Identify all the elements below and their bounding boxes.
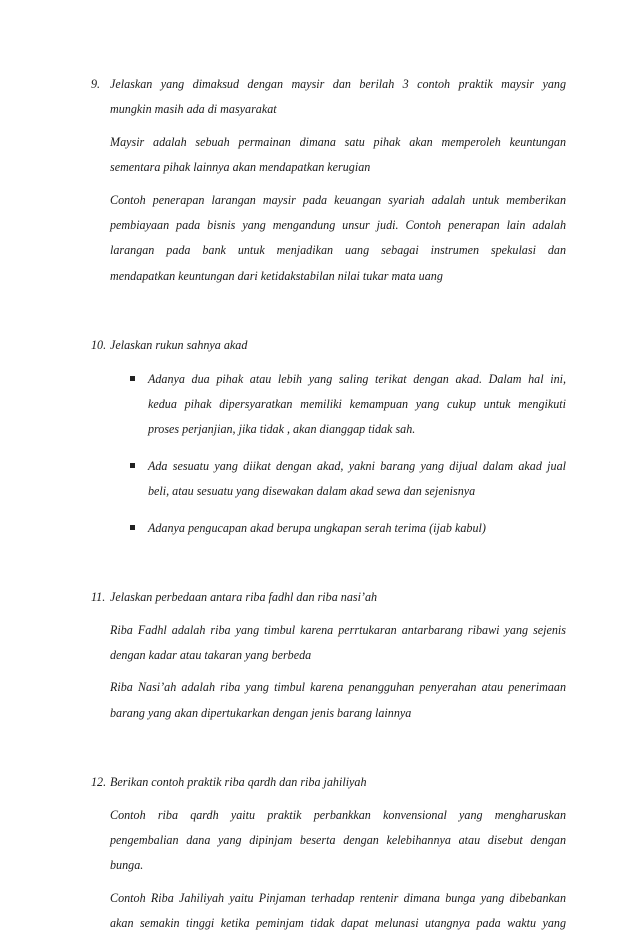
question-line: Jelaskan rukun sahnya akad [110,338,248,353]
square-bullet-icon [130,525,135,530]
answer-paragraph [110,803,566,879]
list-item-line: Ada sesuatu yang diikat dengan akad, yakni barang yang dijual dalam akad jual [148,458,566,473]
answer-line: pembiayaan pada bisnis yang mengandung unsur judi. Contoh penerapan lain adalah [110,218,566,233]
answer-line: Riba Fadhl adalah riba yang timbul karena perrtukaran antarbarang ribawi yang sejenis [110,622,566,637]
answer-line: bunga. [110,858,144,873]
answer-paragraph [110,130,566,181]
answer-line: Contoh Riba Jahiliyah yaitu Pinjaman terhadap rentenir dimana bunga yang dibebankan [110,890,566,905]
bullet-list [128,367,566,541]
list-item-line: Adanya pengucapan akad berupa ungkapan serah terima (ijab kabul) [148,520,486,535]
answer-line: akan semakin tinggi ketika peminjam tidak dapat melunasi utangnya pada waktu yang [110,916,566,931]
question-line: Berikan contoh praktik riba qardh dan riba jahiliyah [110,775,367,790]
question-9 [91,72,566,289]
question-number: 9. [91,77,101,91]
section-gap [91,726,566,770]
question-number: 11. [91,590,106,605]
answer-line: barang yang akan dipertukarkan dengan jenis barang lainnya [110,705,412,720]
list-item-line: kedua pihak dipersyaratkan memiliki kemampuan yang cukup untuk mengikuti [148,397,566,412]
answer-line: pengembalian dana yang dipinjam beserta dengan kelebihannya atau disebut dengan [110,832,566,847]
answer-line: sementara pihak lainnya akan mendapatkan kerugian [110,160,371,175]
question-line: Jelaskan perbedaan antara riba fadhl dan riba nasi’ah [110,590,378,605]
list-item [128,454,566,505]
list-item [128,367,566,443]
question-text [110,770,566,795]
list-item-line: Adanya dua pihak atau lebih yang saling terikat dengan akad. Dalam hal ini, [148,371,566,386]
question-number: 10. [91,338,107,353]
answer-line: Contoh penerapan larangan maysir pada keuangan syariah adalah untuk memberikan [110,192,566,207]
square-bullet-icon [130,376,135,381]
answer-line: Contoh riba qardh yaitu praktik perbankkan konvensional yang mengharuskan [110,807,566,822]
answer-line: dengan kadar atau takaran yang berbeda [110,647,312,662]
list-item-line: beli, atau sesuatu yang disewakan dalam akad sewa dan sejenisnya [148,484,476,499]
answer-line: Maysir adalah sebuah permainan dimana satu pihak akan memperoleh keuntungan [110,134,566,149]
question-number: 12. [91,775,107,790]
answer-line: mendapatkan keuntungan dari ketidakstabilan nilai tukar mata uang [110,268,443,283]
answer-line: Riba Nasi’ah adalah riba yang timbul karena penangguhan penyerahan atau penerimaan [110,680,566,695]
list-item [128,516,566,541]
question-text [110,585,566,610]
section-gap [91,289,566,333]
answer-paragraph [110,188,566,290]
question-10 [91,333,566,541]
section-gap [91,552,566,585]
list-item-line: proses perjanjian, jika tidak , akan dianggap tidak sah. [148,422,416,437]
question-12 [91,770,566,936]
answer-line: larangan pada bank untuk menjadikan uang sebagai instrumen spekulasi dan [110,243,566,258]
answer-paragraph [110,618,566,669]
question-text [110,72,566,123]
question-text [110,333,566,358]
answer-paragraph [110,886,566,937]
square-bullet-icon [130,463,135,468]
question-11 [91,585,566,726]
question-line: mungkin masih ada di masyarakat [110,102,277,117]
question-line: Jelaskan yang dimaksud dengan maysir dan berilah 3 contoh praktik maysir yang [110,77,566,91]
answer-paragraph [110,675,566,726]
